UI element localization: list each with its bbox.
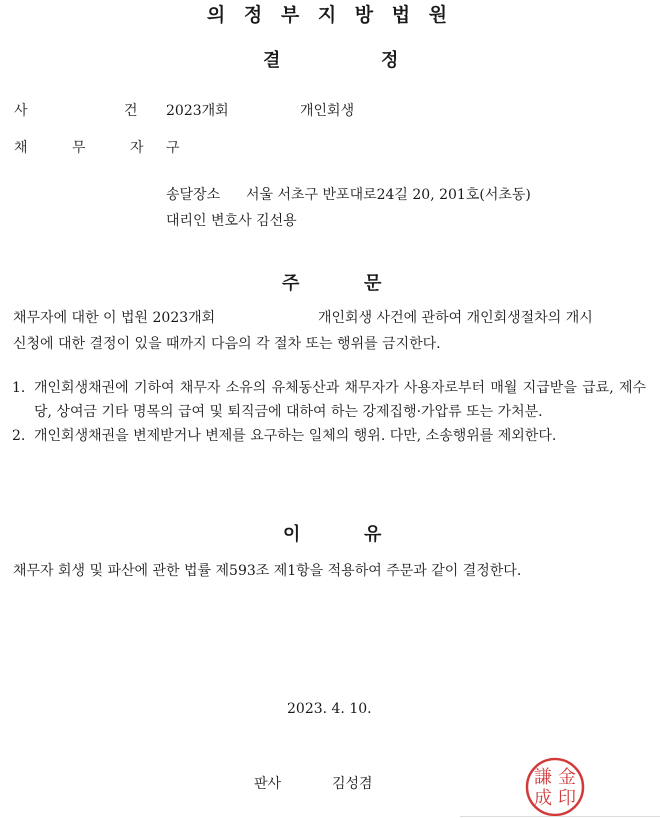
svg-text:謙: 謙	[534, 767, 552, 788]
case-number: 2023개회	[166, 103, 229, 119]
svg-text:印: 印	[558, 788, 576, 809]
reason-heading-left: 이	[283, 524, 301, 545]
order-intro-part2: 개인회생 사건에 관하여 개인회생절차의 개시	[318, 310, 593, 326]
svg-text:成: 成	[534, 788, 552, 809]
judge-seal-stamp	[524, 756, 586, 818]
order-item-number: 2.	[12, 428, 26, 444]
svg-text:金: 金	[558, 767, 576, 788]
debtor-name: 구	[166, 140, 180, 156]
order-intro-part1: 채무자에 대한 이 법원 2023개회	[13, 310, 216, 326]
order-heading-left: 주	[282, 273, 300, 294]
judge-label: 판사	[254, 776, 282, 792]
doc-type-right: 정	[381, 50, 399, 71]
order-item	[12, 376, 646, 424]
service-label: 송달장소	[166, 187, 221, 203]
judge-name: 김성겸	[332, 776, 373, 792]
reason-text: 채무자 회생 및 파산에 관한 법률 제593조 제1항을 적용하여 주문과 같이 결정한다.	[13, 563, 522, 579]
order-heading-right: 문	[364, 273, 382, 294]
order-item-text: 개인회생채권을 변제받거나 변제를 요구하는 일체의 행위. 다만, 소송행위를 제외한다.	[34, 428, 557, 444]
footer-rule	[460, 816, 660, 817]
order-item-text: 개인회생채권에 기하여 채무자 소유의 유체동산과 채무자가 사용자로부터 매월 지급받을 급료, 제수당, 상여금 기타 명목의 급여 및 퇴직금에 대하여 하는 강제집행·가압류 또는 가처분.	[34, 380, 646, 420]
service-address: 서울 서초구 반포대로24길 20, 201호(서초동)	[246, 187, 531, 203]
reason-heading-right: 유	[364, 524, 382, 545]
doc-type-left: 결	[263, 50, 281, 71]
order-item	[12, 424, 646, 448]
court-name: 의 정 부 지 방 법 원	[206, 4, 454, 26]
agent: 대리인 변호사 김선용	[166, 213, 297, 229]
decision-date: 2023. 4. 10.	[287, 701, 372, 717]
debtor-label: 채 무 자	[14, 140, 164, 156]
case-type: 개인회생	[300, 103, 355, 119]
case-label: 사 건	[14, 103, 184, 119]
order-intro-line2: 신청에 대한 결정이 있을 때까지 다음의 각 절차 또는 행위를 금지한다.	[13, 336, 441, 352]
order-item-number: 1.	[12, 380, 26, 396]
order-items-list	[12, 376, 646, 448]
